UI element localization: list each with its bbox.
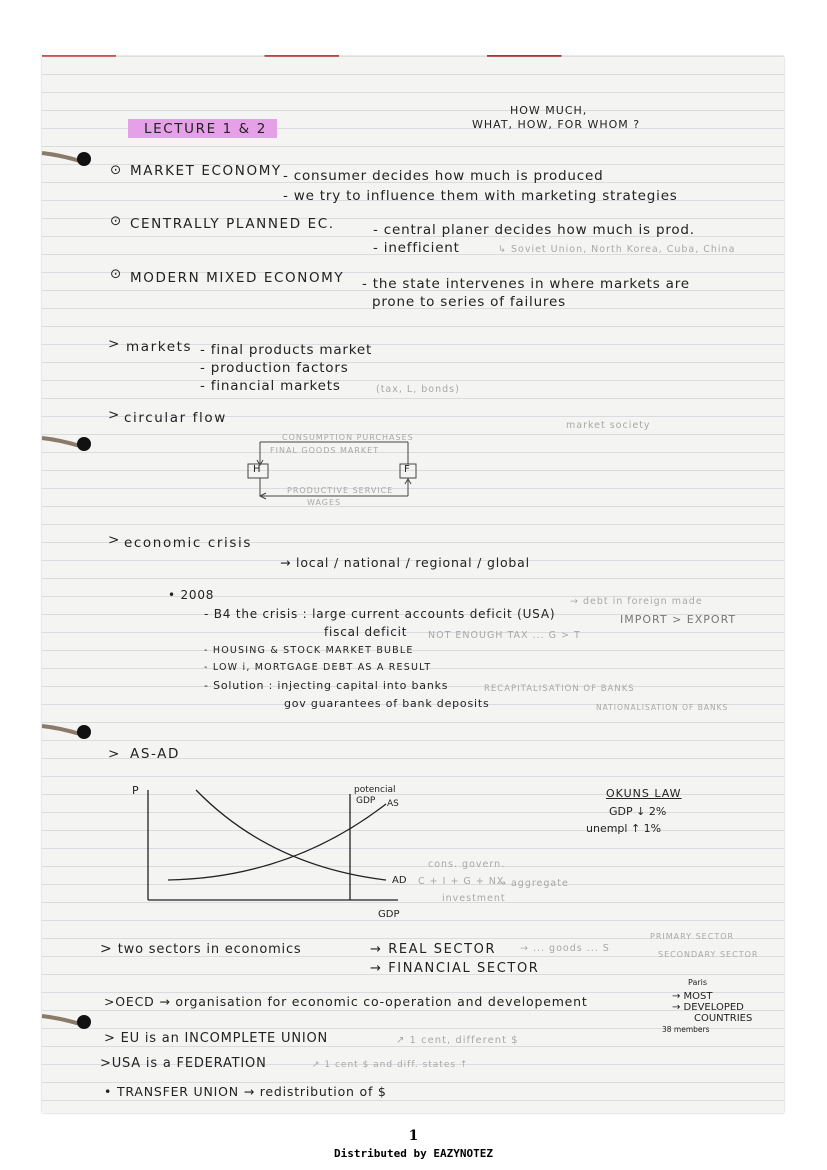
okun-line-1: GDP ↓ 2% xyxy=(609,805,667,818)
oecd-most: → MOST xyxy=(672,991,713,1002)
questions-line-2: WHAT, HOW, FOR WHOM ? xyxy=(472,118,641,131)
asad-title: AS-AD xyxy=(130,746,181,762)
usa-text: >USA is a FEDERATION xyxy=(100,1056,267,1071)
as-curve-label: AS xyxy=(387,799,399,809)
footer-credit: Distributed by EAZYNOTEZ xyxy=(334,1147,493,1160)
lecture-title: LECTURE 1 & 2 xyxy=(128,119,277,138)
crisis-bullet-4b-note: NATIONALISATION OF BANKS xyxy=(596,703,729,712)
okun-line-2: unempl ↑ 1% xyxy=(586,822,662,835)
page-number: 1 xyxy=(408,1128,419,1144)
crisis-bullet-2: - HOUSING & STOCK MARKET BUBLE xyxy=(204,645,414,656)
questions-line-1: HOW MUCH, xyxy=(510,104,588,117)
markets-item-3: - financial markets xyxy=(200,378,341,394)
crisis-year: • 2008 xyxy=(168,588,215,602)
potential-label: potencial xyxy=(354,785,396,795)
crisis-annotation: → debt in foreign made xyxy=(570,596,703,607)
ad-curve-label: AD xyxy=(392,875,407,886)
circular-flow-bottom-2: WAGES xyxy=(307,498,342,507)
crisis-bullet-1b-note: NOT ENOUGH TAX ... G > T xyxy=(428,630,581,641)
mixed-economy-line-1: - the state intervenes in where markets are xyxy=(362,276,690,292)
circular-flow-top-2: FINAL GOODS MARKET xyxy=(270,446,380,455)
mixed-economy-title: MODERN MIXED ECONOMY xyxy=(130,270,345,286)
ad-formula: C + I + G + NX xyxy=(418,876,505,887)
two-sectors-label: > two sectors in economics xyxy=(100,941,302,957)
ad-formula-top: cons. govern. xyxy=(428,859,506,870)
circular-flow-top-1: CONSUMPTION PURCHASES xyxy=(282,433,414,442)
oecd-developed: → DEVELOPED xyxy=(672,1002,744,1013)
crisis-bullet-3: - LOW i, MORTGAGE DEBT AS A RESULT xyxy=(204,662,432,673)
mixed-economy-line-2: prone to series of failures xyxy=(372,294,566,310)
crisis-bullet-1a-note: IMPORT > EXPORT xyxy=(620,613,737,626)
potential-gdp-label: GDP xyxy=(356,796,376,806)
centrally-planned-examples: ↳ Soviet Union, North Korea, Cuba, China xyxy=(498,244,736,255)
market-economy-title: MARKET ECONOMY xyxy=(130,163,282,179)
centrally-planned-line-1: - central planer decides how much is prod. xyxy=(373,222,695,238)
primary-sector: PRIMARY SECTOR xyxy=(650,932,735,941)
transfer-text: • TRANSFER UNION → redistribution of $ xyxy=(104,1084,387,1099)
centrally-planned-line-2: - inefficient xyxy=(373,240,460,256)
markets-item-3-note: (tax, L, bonds) xyxy=(376,384,460,395)
real-sector: → REAL SECTOR xyxy=(370,942,497,957)
markets-title: markets xyxy=(126,339,193,355)
binder-ring-icon xyxy=(40,432,92,454)
arrow-bullet-icon: > xyxy=(108,746,121,762)
real-sector-note: → ... goods ... S xyxy=(520,943,610,954)
oecd-members: 38 members xyxy=(662,1025,710,1034)
binder-ring-icon xyxy=(40,720,92,742)
circular-flow-title: circular flow xyxy=(124,410,227,426)
circular-flow-box-f: F xyxy=(404,464,410,475)
markets-item-2: - production factors xyxy=(200,360,349,376)
secondary-sector: SECONDARY SECTOR xyxy=(658,950,759,959)
economic-crisis-title: economic crisis xyxy=(124,535,252,551)
asad-x-label: GDP xyxy=(378,909,400,920)
okun-title: OKUNS LAW xyxy=(606,787,682,800)
eu-text: > EU is an INCOMPLETE UNION xyxy=(104,1031,329,1046)
economic-crisis-scope: → local / national / regional / global xyxy=(280,555,530,570)
binder-ring-icon xyxy=(40,1010,92,1032)
arrow-bullet-icon: > xyxy=(108,407,121,423)
circular-flow-bottom-1: PRODUCTIVE SERVICE xyxy=(287,486,394,495)
asad-y-label: P xyxy=(132,784,139,797)
arrow-bullet-icon: > xyxy=(108,336,121,352)
markets-item-1: - final products market xyxy=(200,342,373,358)
circular-flow-note: market society xyxy=(566,420,651,431)
bullet-icon: ⊙ xyxy=(110,266,123,282)
ad-formula-bottom: investment xyxy=(442,893,506,904)
bullet-icon: ⊙ xyxy=(110,162,123,178)
crisis-bullet-4-note: RECAPITALISATION OF BANKS xyxy=(484,684,635,694)
crisis-bullet-4: - Solution : injecting capital into banks xyxy=(204,679,449,692)
binder-ring-icon xyxy=(40,147,92,169)
crisis-bullet-4b: gov guarantees of bank deposits xyxy=(284,697,490,710)
ad-formula-note: → aggregate xyxy=(498,878,569,889)
oecd-text: >OECD → organisation for economic co-operation and developement xyxy=(104,994,588,1009)
market-economy-line-1: - consumer decides how much is produced xyxy=(283,168,604,184)
financial-sector: → FINANCIAL SECTOR xyxy=(370,961,540,976)
market-economy-line-2: - we try to influence them with marketing strategies xyxy=(283,188,678,204)
bullet-icon: ⊙ xyxy=(110,213,123,229)
circular-flow-box-h: H xyxy=(253,464,261,475)
oecd-paris: Paris xyxy=(688,978,708,987)
as-curve xyxy=(168,804,386,880)
eu-note: ↗ 1 cent, different $ xyxy=(396,1035,519,1046)
crisis-bullet-1a: - B4 the crisis : large current accounts deficit (USA) xyxy=(204,607,556,621)
centrally-planned-title: CENTRALLY PLANNED EC. xyxy=(130,216,335,232)
arrow-bullet-icon: > xyxy=(108,532,121,548)
crisis-bullet-1b: fiscal deficit xyxy=(324,625,408,639)
oecd-countries: COUNTRIES xyxy=(694,1013,753,1024)
usa-note: ↗ 1 cent $ and diff. states ↑ xyxy=(312,1060,469,1070)
